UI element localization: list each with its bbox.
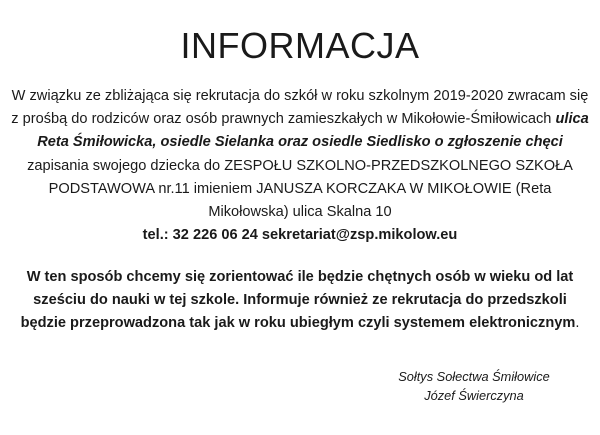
recruitment-text: W ten sposób chcemy się zorientować ile będzie chętnych osób w wieku od lat sześciu do nauki w tej szkole. Informuje również ze rekrutacja do przedszkoli będzie przeprowadzona tak jak w roku ubiegłym czyli systemem elektronicznym <box>20 269 576 332</box>
document-title: INFORMACJA <box>180 25 420 66</box>
announcement-text-school: zapisania swojego dziecka do ZESPOŁU SZKOLNO-PRZEDSZKOLNEGO SZKOŁA PODSTAWOWA nr.11 imieniem JANUSZA KORCZAKA W MIKOŁOWIE (Reta Mikołowska) ulica Skalna 10 <box>27 157 573 221</box>
announcement-text-intro: W związku ze zbliżająca się rekrutacja do szkół w roku szkolnym 2019-2020 zwracam się z prośbą do rodziców oraz osób prawnych zamieszkałych w Mikołowie-Śmiłowicach <box>11 88 589 128</box>
recruitment-paragraph <box>14 266 586 336</box>
announcement-text-emphasis: ulica Reta Śmiłowicka, osiedle Sielanka oraz osiedle Siedlisko o zgłoszenie chęci <box>37 111 589 151</box>
signature-role: Sołtys Sołectwa Śmiłowice <box>398 369 550 384</box>
announcement-paragraph <box>10 85 590 247</box>
contact-line: tel.: 32 226 06 24 sekretariat@zsp.mikolow.eu <box>142 227 458 244</box>
recruitment-text-period: . <box>575 315 580 332</box>
signature-name: Józef Świerczyna <box>424 388 524 403</box>
